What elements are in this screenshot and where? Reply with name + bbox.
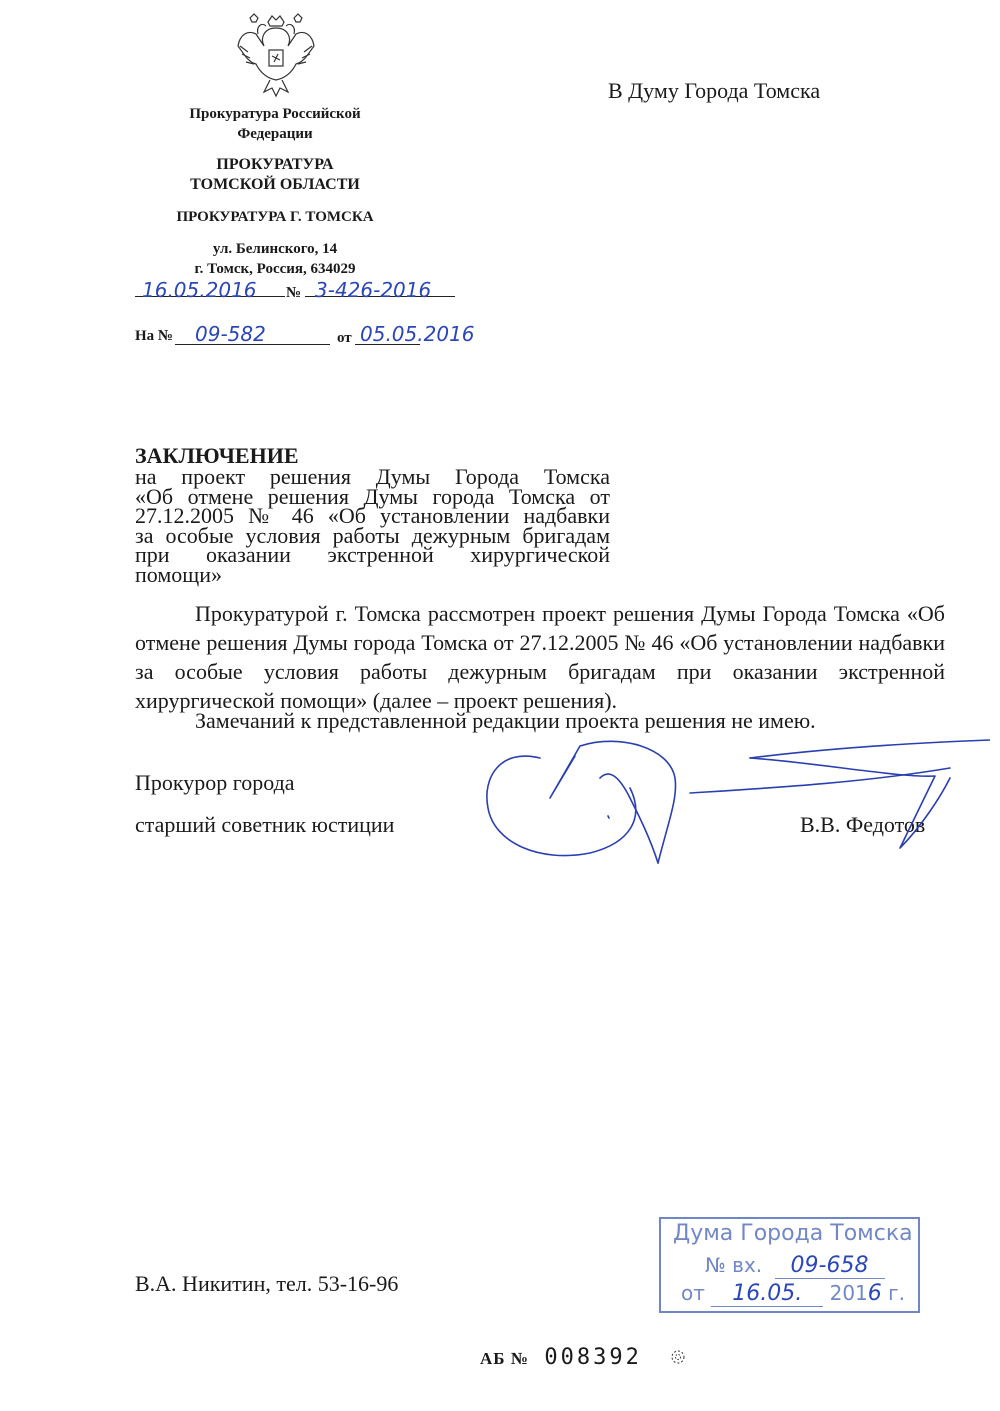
subject-line: при оказании экстренной хирургической	[135, 542, 610, 567]
stamp-incoming-number: 09-658	[775, 1253, 885, 1279]
document-title: ЗАКЛЮЧЕНИЕ	[135, 443, 299, 468]
security-rosette-icon	[669, 1346, 687, 1372]
subject-line: 27.12.2005 № 46 «Об установлении надбавки	[135, 503, 610, 528]
registration-stamp	[659, 1217, 920, 1313]
org-name-line2: Федерации	[237, 126, 313, 142]
addressee: В Думу Города Томска	[608, 78, 821, 103]
reply-date-label: от	[337, 330, 352, 346]
stamp-incoming-number-row	[705, 1253, 885, 1279]
regional-office	[125, 155, 425, 195]
subject-line: за особые условия работы дежурным бригадам	[135, 522, 610, 548]
reply-date: 05.05.2016	[360, 322, 475, 346]
form-serial-label: АБ №	[480, 1349, 529, 1368]
outgoing-number: 3-426-2016	[315, 278, 432, 302]
stamp-title: Дума Города Томска	[673, 1221, 913, 1246]
stamp-incoming-label: № вх.	[705, 1253, 763, 1277]
regional-office-line2: ТОМСКОЙ ОБЛАСТИ	[190, 176, 360, 193]
form-serial	[480, 1344, 687, 1372]
document-subject	[135, 464, 610, 587]
signatory-name: В.В. Федотов	[800, 812, 926, 837]
reply-number: 09-582	[195, 322, 266, 346]
handwritten-signature	[480, 738, 990, 868]
city-office: ПРОКУРАТУРА Г. ТОМСКА	[176, 209, 374, 225]
stamp-date-row	[681, 1281, 905, 1307]
outgoing-number-label: №	[286, 285, 302, 301]
address-line1: ул. Белинского, 14	[212, 241, 338, 257]
reply-number-label: На №	[135, 328, 173, 344]
coat-of-arms-emblem	[234, 12, 318, 98]
stamp-year-suffix: г.	[888, 1281, 906, 1305]
stamp-year-handwritten: 6	[867, 1281, 882, 1306]
body-paragraph-conclusion: Замечаний к представленной редакции проекта решения не имею.	[195, 708, 816, 733]
outgoing-date: 16.05.2016	[142, 278, 257, 302]
regional-office-line1: ПРОКУРАТУРА	[216, 156, 334, 173]
form-serial-number: 008392	[544, 1345, 642, 1370]
stamp-date: 16.05.	[711, 1281, 823, 1307]
office-address	[125, 239, 425, 279]
address-line2: г. Томск, Россия, 634029	[194, 261, 356, 277]
subject-line: помощи»	[135, 561, 222, 587]
org-name	[125, 104, 425, 144]
body-paragraph-review: Прокуратурой г. Томска рассмотрен проект решения Думы Города Томска «Об отмене решения Думы города Томска от 27.12.2005 № 46 «Об установлении надбавки за особые условия работы дежурным бригадам при оказании экстренной хирургической помощи» (далее – проект решения).	[135, 601, 945, 713]
executor-contact: В.А. Никитин, тел. 53-16-96	[135, 1271, 399, 1296]
subject-line: на проект решения Думы Города Томска	[135, 464, 610, 489]
signatory-rank: старший советник юстиции	[135, 812, 395, 837]
stamp-date-prefix: от	[681, 1281, 705, 1305]
stamp-year-printed: 201	[829, 1281, 868, 1305]
signatory-position: Прокурор города	[135, 770, 295, 795]
subject-line: «Об отмене решения Думы города Томска от	[135, 483, 610, 509]
org-name-line1: Прокуратура Российской	[189, 106, 361, 122]
